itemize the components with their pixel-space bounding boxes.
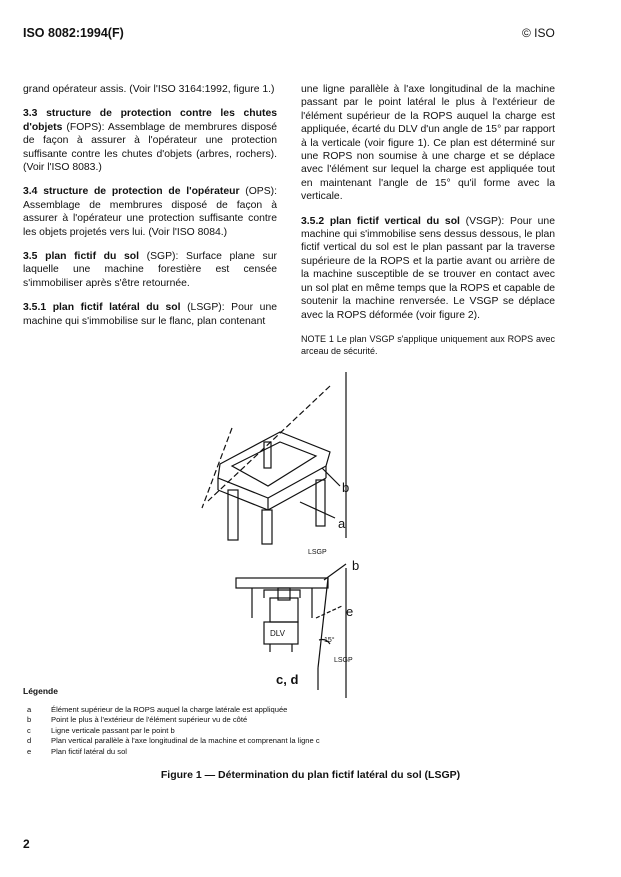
legend-key: d xyxy=(27,736,32,746)
section-number: 3.4 xyxy=(23,186,38,198)
label-dlv: DLV xyxy=(270,629,285,638)
rops-post xyxy=(316,480,325,526)
section-number: 3.5.2 xyxy=(301,215,325,227)
page-number: 2 xyxy=(23,837,30,851)
label-angle: 15° xyxy=(324,637,335,644)
rops-diagram xyxy=(180,368,420,698)
label-b-side: b xyxy=(352,558,360,573)
note-1: NOTE 1 Le plan VSGP s'applique uniquement aux ROPS avec arceau de sécurité. xyxy=(301,333,555,356)
rops-frame-inner xyxy=(232,442,316,486)
side-view-post xyxy=(270,598,298,622)
legend-item xyxy=(23,747,320,758)
copyright-mark: © ISO xyxy=(522,26,555,40)
legend-key: b xyxy=(27,715,32,725)
label-lsgp-top: LSGP xyxy=(308,549,327,556)
section-text: (VSGP): Pour une machine qui s'immobilise sens dessus dessous, le plan fictif vertical du sol est le plan passant par la traverse supérieure de la ROPS et la partie avant ou arrière de la machine susceptible de se trouver en contact avec un sol plat en même temps que la ROPS et capable de soutenir la machine renversée. Le VSGP se déplace avec la ROPS déformée (voir figure 2). xyxy=(301,215,555,321)
section-term: plan fictif latéral du sol xyxy=(52,302,181,314)
section-3-5-1 xyxy=(23,301,277,328)
section-term: plan fictif vertical du sol xyxy=(329,215,460,227)
legend-item xyxy=(23,705,320,716)
label-a: a xyxy=(338,516,346,531)
section-term: plan fictif du sol xyxy=(45,251,140,263)
section-text: (LSGP): Pour une machine qui s'immobilise sur le flanc, plan contenant xyxy=(23,302,277,327)
legend-text: Élément supérieur de la ROPS auquel la charge latérale est appliquée xyxy=(51,704,288,714)
label-e: e xyxy=(346,604,354,619)
legend-item xyxy=(23,715,320,726)
label-cd: c, d xyxy=(276,672,299,687)
legend-text: Plan vertical parallèle à l'axe longitudinal de la machine et comprenant la ligne c xyxy=(51,736,320,746)
continuation-paragraph: une ligne parallèle à l'axe longitudinal de la machine passant par le point latéral le plus à l'extérieur de l'élément supérieur de la ROPS auquel la charge est appliquée, écarté du DLV d'un angle de 15° par rapport à la verticale (voir figure 1). Ce plan est déterminé sur une ROPS non soumise à une charge et se déplace avec l'élément sur lequel la charge est appliquée tout en maintenant l'angle de 15° qu'il forme avec la verticale. xyxy=(301,84,555,203)
section-3-3 xyxy=(23,107,277,174)
legend-title: Légende xyxy=(23,686,58,696)
section-term: structure de protection contre les chutes d'objets xyxy=(23,108,277,133)
section-number: 3.5 xyxy=(23,251,38,263)
section-term: structure de protection de l'opérateur xyxy=(43,186,240,198)
label-lsgp-bottom: LSGP xyxy=(334,657,353,664)
legend-key: a xyxy=(27,704,32,714)
legend-item xyxy=(23,726,320,737)
left-column xyxy=(23,83,277,339)
plane-dashed-edge xyxy=(208,386,330,501)
section-number: 3.5.1 xyxy=(23,302,47,314)
lsgp-line xyxy=(318,578,328,668)
legend-item xyxy=(23,736,320,747)
legend-key: e xyxy=(27,746,32,756)
section-3-5-2 xyxy=(301,215,555,322)
label-b-top: b xyxy=(342,480,350,495)
figure-caption: Figure 1 — Détermination du plan fictif latéral du sol (LSGP) xyxy=(160,769,461,781)
figure-legend xyxy=(23,686,320,758)
rops-post xyxy=(262,510,272,544)
section-3-5 xyxy=(23,250,277,290)
intro-paragraph: grand opérateur assis. (Voir l'ISO 3164:1992, figure 1.) xyxy=(23,84,275,95)
legend-key: c xyxy=(27,725,31,735)
section-3-4 xyxy=(23,185,277,239)
section-text: (SGP): Surface plane sur laquelle une machine forestière est censée s'immobiliser après s'être retournée. xyxy=(23,251,277,289)
section-text: (OPS): Assemblage de membrures disposé de façon à assurer à l'opérateur une protection suffisante contre les objets projetés vers lui. (Voir l'ISO 8084.) xyxy=(23,186,277,238)
standard-number: ISO 8082:1994(F) xyxy=(23,26,124,40)
legend-text: Point le plus à l'extérieur de l'élément supérieur vu de côté xyxy=(51,715,248,725)
section-text: (FOPS): Assemblage de membrures disposé de façon à assurer à l'opérateur une protection suffisante contre les chutes d'objets (arbres, rochers). (Voir l'ISO 8083.) xyxy=(23,121,277,174)
legend-text: Ligne verticale passant par le point b xyxy=(51,725,175,735)
side-view-beam xyxy=(236,578,328,588)
right-column xyxy=(301,83,555,368)
legend-text: Plan fictif latéral du sol xyxy=(51,746,127,756)
rops-post xyxy=(264,442,271,468)
section-number: 3.3 xyxy=(23,108,38,120)
